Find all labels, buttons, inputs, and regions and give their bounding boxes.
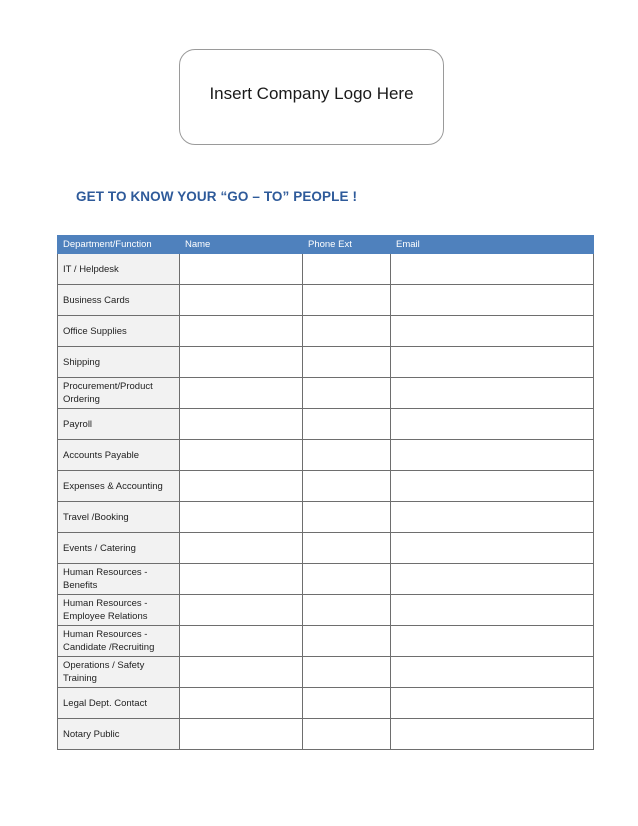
department-cell: Notary Public <box>58 719 180 750</box>
table-row <box>58 285 594 316</box>
table-row <box>58 688 594 719</box>
phone-ext-cell[interactable] <box>303 409 391 440</box>
email-cell[interactable] <box>391 378 594 409</box>
name-cell[interactable] <box>180 533 303 564</box>
phone-ext-cell[interactable] <box>303 533 391 564</box>
table-row <box>58 533 594 564</box>
phone-ext-cell[interactable] <box>303 347 391 378</box>
name-cell[interactable] <box>180 316 303 347</box>
email-cell[interactable] <box>391 502 594 533</box>
name-cell[interactable] <box>180 719 303 750</box>
logo-placeholder-text: Insert Company Logo Here <box>209 84 414 103</box>
email-cell[interactable] <box>391 688 594 719</box>
table-row <box>58 719 594 750</box>
name-cell[interactable] <box>180 347 303 378</box>
table-row <box>58 378 594 409</box>
table-row <box>58 564 594 595</box>
phone-ext-cell[interactable] <box>303 626 391 657</box>
table-row <box>58 409 594 440</box>
email-cell[interactable] <box>391 564 594 595</box>
name-cell[interactable] <box>180 626 303 657</box>
column-header-email: Email <box>391 236 594 254</box>
name-cell[interactable] <box>180 378 303 409</box>
page-title: GET TO KNOW YOUR “GO – TO” PEOPLE ! <box>76 189 358 204</box>
table-row <box>58 440 594 471</box>
email-cell[interactable] <box>391 409 594 440</box>
department-cell: Human Resources - Benefits <box>58 564 180 595</box>
department-cell: Travel /Booking <box>58 502 180 533</box>
table-row <box>58 626 594 657</box>
department-cell: Events / Catering <box>58 533 180 564</box>
column-header-phone-ext: Phone Ext <box>303 236 391 254</box>
email-cell[interactable] <box>391 719 594 750</box>
phone-ext-cell[interactable] <box>303 595 391 626</box>
name-cell[interactable] <box>180 595 303 626</box>
name-cell[interactable] <box>180 502 303 533</box>
table-row <box>58 502 594 533</box>
phone-ext-cell[interactable] <box>303 316 391 347</box>
phone-ext-cell[interactable] <box>303 564 391 595</box>
department-cell: Office Supplies <box>58 316 180 347</box>
table-row <box>58 595 594 626</box>
department-cell: Human Resources - Candidate /Recruiting <box>58 626 180 657</box>
email-cell[interactable] <box>391 533 594 564</box>
name-cell[interactable] <box>180 657 303 688</box>
table-body <box>58 254 594 750</box>
email-cell[interactable] <box>391 595 594 626</box>
phone-ext-cell[interactable] <box>303 471 391 502</box>
table-row <box>58 316 594 347</box>
name-cell[interactable] <box>180 440 303 471</box>
table-row <box>58 347 594 378</box>
logo-placeholder-box <box>179 49 444 145</box>
email-cell[interactable] <box>391 347 594 378</box>
department-cell: Operations / Safety Training <box>58 657 180 688</box>
department-cell: Human Resources - Employee Relations <box>58 595 180 626</box>
column-header-name: Name <box>180 236 303 254</box>
phone-ext-cell[interactable] <box>303 502 391 533</box>
email-cell[interactable] <box>391 316 594 347</box>
name-cell[interactable] <box>180 564 303 595</box>
department-cell: Payroll <box>58 409 180 440</box>
department-cell: Procurement/Product Ordering <box>58 378 180 409</box>
name-cell[interactable] <box>180 471 303 502</box>
phone-ext-cell[interactable] <box>303 688 391 719</box>
email-cell[interactable] <box>391 440 594 471</box>
table-header-row <box>58 236 594 254</box>
email-cell[interactable] <box>391 254 594 285</box>
email-cell[interactable] <box>391 471 594 502</box>
email-cell[interactable] <box>391 657 594 688</box>
phone-ext-cell[interactable] <box>303 254 391 285</box>
name-cell[interactable] <box>180 688 303 719</box>
contacts-table <box>57 235 594 750</box>
department-cell: Business Cards <box>58 285 180 316</box>
phone-ext-cell[interactable] <box>303 440 391 471</box>
table-row <box>58 471 594 502</box>
department-cell: Shipping <box>58 347 180 378</box>
phone-ext-cell[interactable] <box>303 719 391 750</box>
name-cell[interactable] <box>180 285 303 316</box>
email-cell[interactable] <box>391 626 594 657</box>
department-cell: Accounts Payable <box>58 440 180 471</box>
phone-ext-cell[interactable] <box>303 285 391 316</box>
department-cell: Expenses & Accounting <box>58 471 180 502</box>
department-cell: Legal Dept. Contact <box>58 688 180 719</box>
name-cell[interactable] <box>180 254 303 285</box>
phone-ext-cell[interactable] <box>303 657 391 688</box>
email-cell[interactable] <box>391 285 594 316</box>
department-cell: IT / Helpdesk <box>58 254 180 285</box>
table-row <box>58 657 594 688</box>
name-cell[interactable] <box>180 409 303 440</box>
phone-ext-cell[interactable] <box>303 378 391 409</box>
table-row <box>58 254 594 285</box>
column-header-department: Department/Function <box>58 236 180 254</box>
